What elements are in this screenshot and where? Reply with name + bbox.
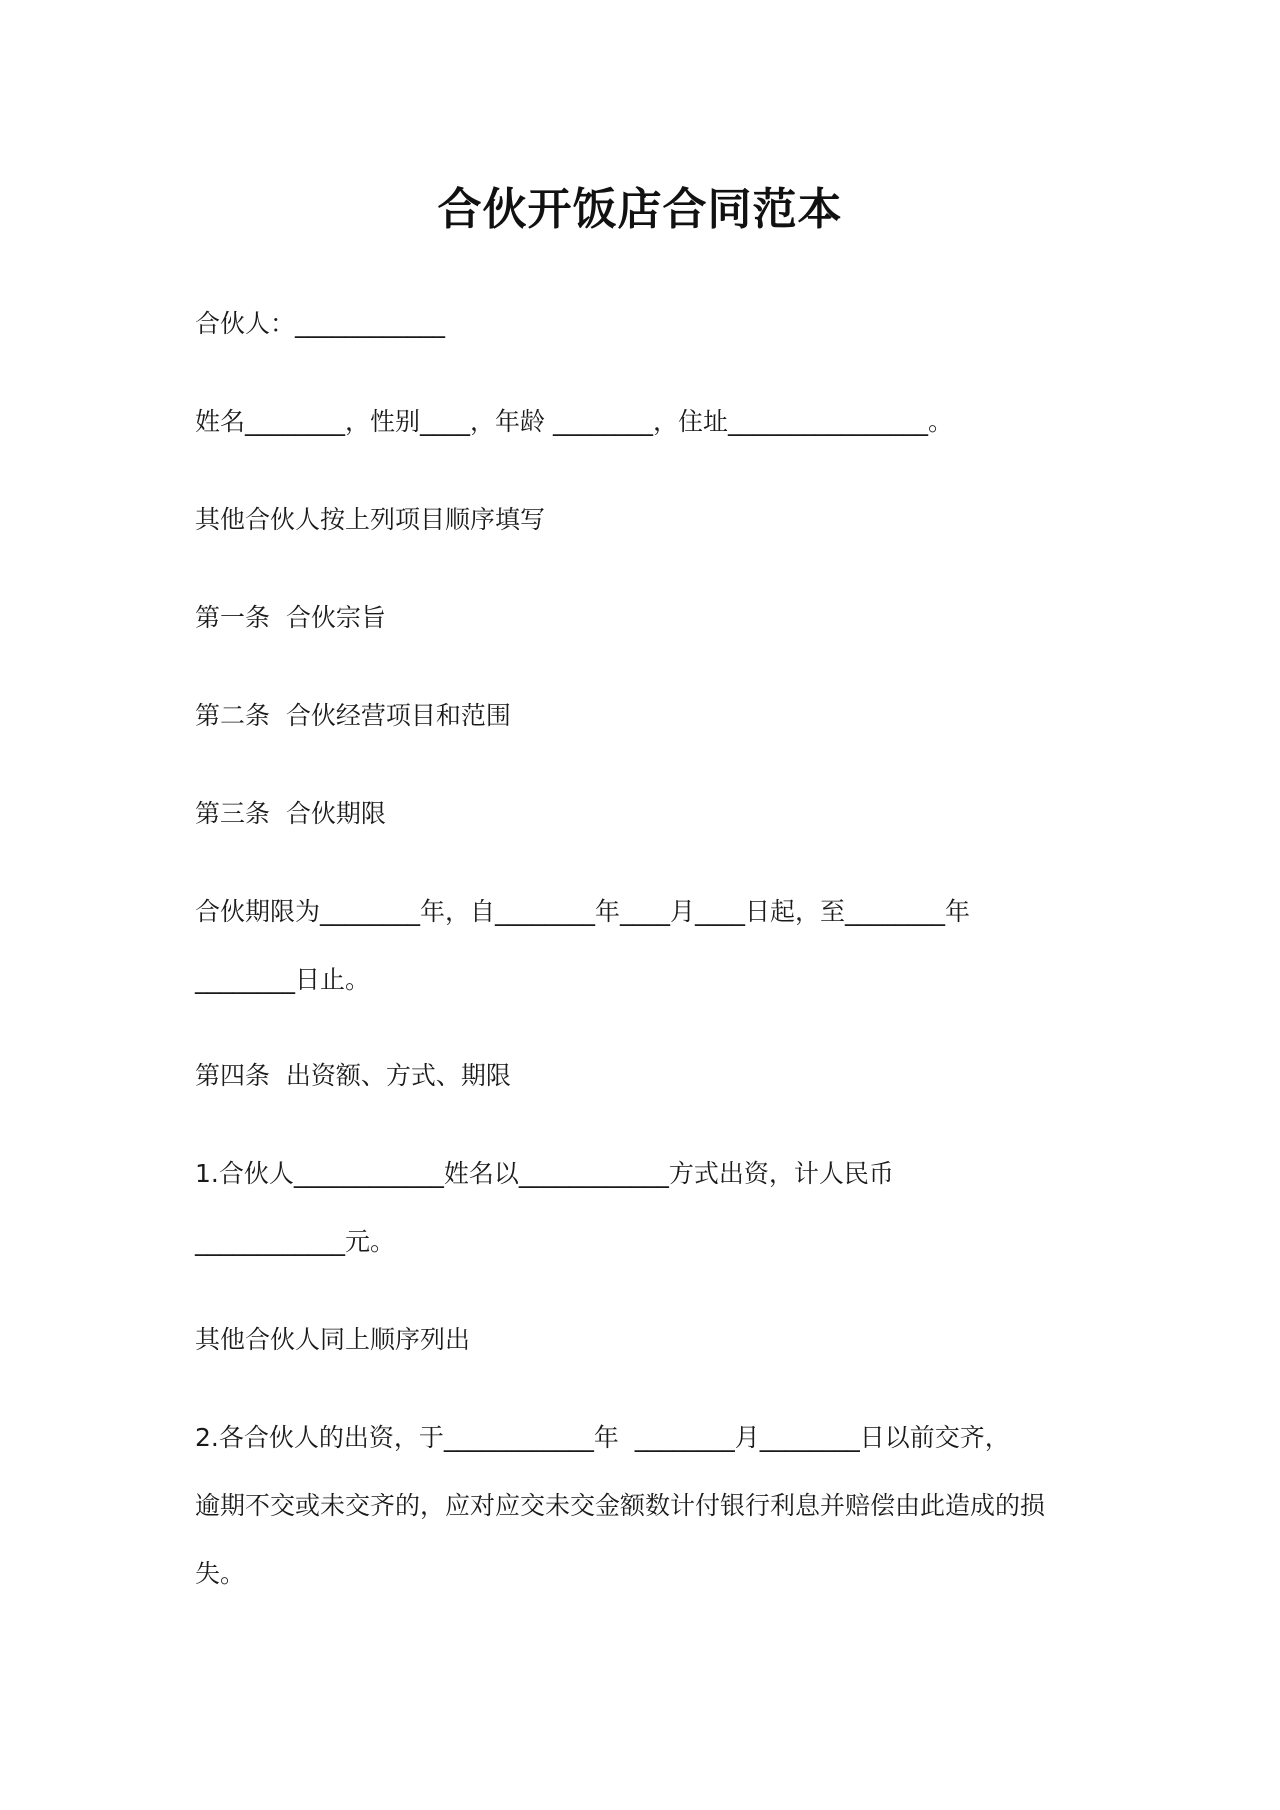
partner-line: 合伙人：____________: [195, 309, 446, 338]
article-2-heading: 第二条 合伙经营项目和范围: [195, 701, 511, 730]
payment-line-2: 逾期不交或未交齐的，应对应交未交金额数计付银行利息并赔偿由此造成的损: [195, 1491, 1046, 1520]
article-1-heading: 第一条 合伙宗旨: [195, 603, 386, 632]
other-partners-note: 其他合伙人按上列项目顺序填写: [195, 505, 546, 534]
contribution-line-1: 1.合伙人____________姓名以____________方式出资，计人民币: [195, 1159, 894, 1188]
document-title: 合伙开饭店合同范本: [437, 184, 843, 235]
term-line-1: 合伙期限为________年，自________年____月____日起，至________年: [195, 897, 971, 926]
article-3-heading: 第三条 合伙期限: [195, 799, 386, 828]
term-line-2: ________日止。: [195, 965, 371, 994]
partner-info-line: 姓名________，性别____，年龄 ________，住址________________。: [195, 407, 953, 436]
article-4-heading: 第四条 出资额、方式、期限: [195, 1061, 511, 1090]
contribution-line-2: ____________元。: [195, 1227, 396, 1256]
payment-line-3: 失。: [195, 1559, 246, 1588]
payment-line-1: 2.各合伙人的出资，于____________年 ________月________日以前交齐，: [195, 1423, 1010, 1452]
other-partners-order-note: 其他合伙人同上顺序列出: [195, 1325, 471, 1354]
